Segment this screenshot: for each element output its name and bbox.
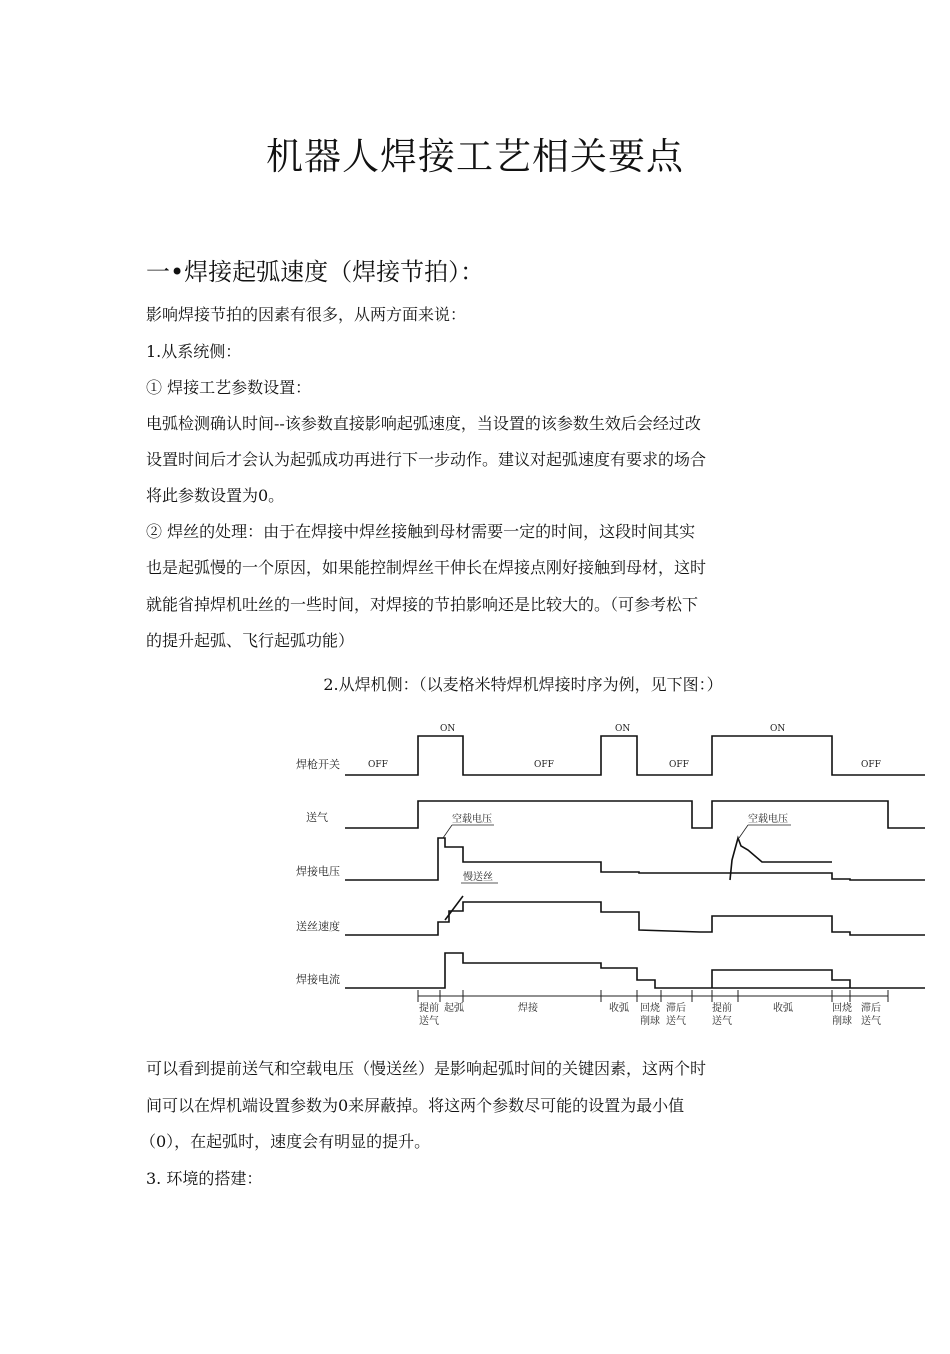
off-label: OFF	[368, 760, 388, 770]
item-1-title: ① 焊接工艺参数设置：	[146, 378, 312, 397]
signal-label: 焊接电流	[296, 973, 340, 986]
conclusion-line: 间可以在焊机端设置参数为0来屏蔽掉。将这两个参数尽可能的设置为最小值	[146, 1096, 685, 1115]
item-1-line: 将此参数设置为0。	[146, 486, 285, 505]
annotation-label: 空载电压	[748, 814, 788, 825]
phase-label: 收弧	[773, 1003, 793, 1014]
phase-label: 提前	[712, 1003, 732, 1014]
signal-label: 焊枪开关	[296, 758, 340, 771]
phase-label: 削球	[640, 1016, 660, 1027]
phase-label: 滞后	[861, 1003, 881, 1014]
on-label: ON	[615, 724, 631, 734]
item-1-line: 电弧检测确认时间--该参数直接影响起弧速度，当设置的该参数生效后会经过改	[146, 414, 701, 433]
phase-label: 滞后	[666, 1003, 686, 1014]
phase-label: 削球	[832, 1016, 852, 1027]
signal-label: 送丝速度	[296, 920, 340, 933]
on-label: ON	[440, 724, 456, 734]
signal-label: 焊接电压	[296, 865, 340, 878]
phase-label: 收弧	[609, 1003, 629, 1014]
conclusion-line: 可以看到提前送气和空载电压（慢送丝）是影响起弧时间的关键因素，这两个时	[146, 1059, 707, 1078]
section-heading: 一•焊接起弧速度（焊接节拍）：	[146, 258, 485, 286]
phase-label: 送气	[861, 1016, 881, 1027]
item-2-line: 也是起弧慢的一个原因，如果能控制焊丝干伸长在焊接点刚好接触到母材，这时	[146, 558, 707, 577]
page-title: 机器人焊接工艺相关要点	[266, 135, 684, 178]
signal-label: 送气	[306, 811, 328, 824]
phase-label: 回烧	[832, 1003, 852, 1014]
item-1-line: 设置时间后才会认为起弧成功再进行下一步动作。建议对起弧速度有要求的场合	[146, 450, 707, 469]
phase-label: 送气	[712, 1016, 732, 1027]
intro-paragraph: 影响焊接节拍的因素有很多，从两方面来说：	[146, 305, 467, 324]
off-label: OFF	[534, 760, 554, 770]
phase-label: 送气	[419, 1016, 439, 1027]
subheading-system-side: 1.从系统侧：	[146, 342, 242, 361]
subheading-environment: 3. 环境的搭建：	[146, 1169, 263, 1188]
item-2-line: 的提升起弧、飞行起弧功能）	[146, 631, 355, 650]
annotation-label: 空载电压	[452, 814, 492, 825]
welding-timing-diagram	[0, 700, 950, 1040]
off-label: OFF	[861, 760, 881, 770]
phase-label: 起弧	[444, 1003, 464, 1014]
item-2-line: 就能省掉焊机吐丝的一些时间，对焊接的节拍影响还是比较大的。（可参考松下	[146, 595, 699, 614]
on-label: ON	[770, 724, 786, 734]
phase-label: 焊接	[518, 1003, 538, 1014]
phase-label: 提前	[419, 1003, 439, 1014]
conclusion-line: （0），在起弧时，速度会有明显的提升。	[140, 1132, 431, 1151]
subheading-welder-side: 2.从焊机侧：（以麦格米特焊机焊接时序为例，见下图：）	[323, 675, 723, 694]
phase-label: 送气	[666, 1016, 686, 1027]
phase-label: 回烧	[640, 1003, 660, 1014]
off-label: OFF	[669, 760, 689, 770]
item-2-line: ② 焊丝的处理：由于在焊接中焊丝接触到母材需要一定的时间，这段时间其实	[146, 522, 696, 541]
annotation-label: 慢送丝	[463, 872, 493, 883]
